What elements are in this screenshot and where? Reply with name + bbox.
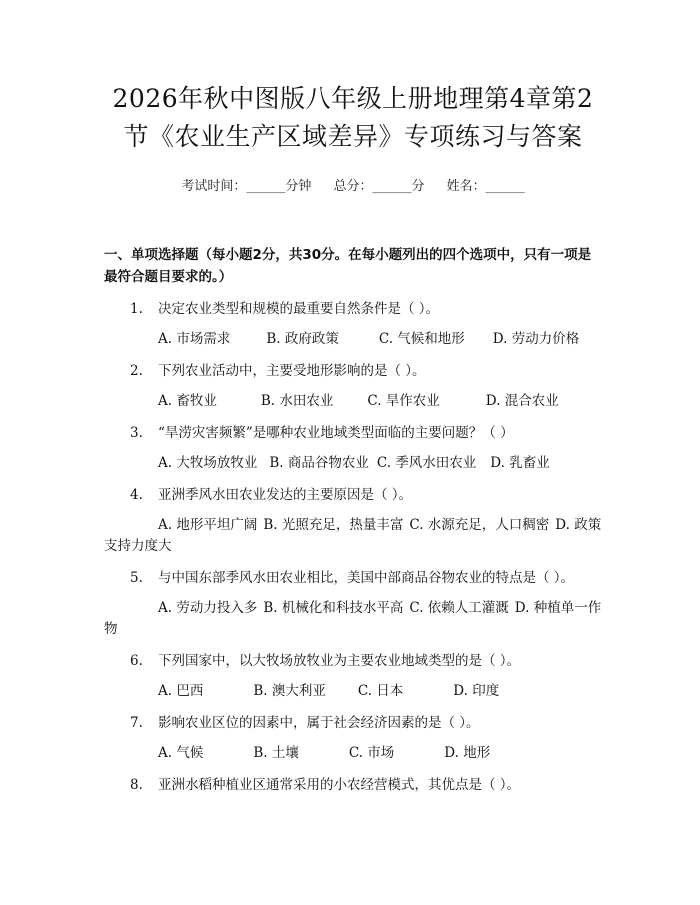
option-a: A. 地形平坦广阔 <box>158 517 258 533</box>
exam-score: 总分：______分 <box>333 179 425 194</box>
question-number: 6. <box>130 653 143 669</box>
exam-meta <box>104 178 602 196</box>
option-d: D. 劳动力价格 <box>492 331 580 347</box>
option-b: B. 政府政策 <box>266 331 339 347</box>
option-d: D. 种植单一作物 <box>104 600 602 637</box>
question <box>104 713 602 764</box>
option-b: B. 光照充足，热量丰富 <box>263 517 404 533</box>
question-options <box>104 598 602 640</box>
section-heading: 一、单项选择题（每小题2分，共30分。在每小题列出的四个选项中，只有一项是最符合题目要求的。） <box>104 247 592 285</box>
question-number: 3. <box>130 425 143 441</box>
option-b: B. 澳大利亚 <box>253 683 326 699</box>
question <box>104 485 602 557</box>
option-d: D. 乳畜业 <box>490 455 550 471</box>
question-options <box>104 515 602 557</box>
question <box>104 568 602 640</box>
question-stem: “旱涝灾害频繁”是哪种农业地域类型面临的主要问题？（ ） <box>158 425 514 441</box>
question-number: 8. <box>130 777 143 793</box>
option-a: A. 气候 <box>158 745 204 761</box>
question-options <box>104 681 602 702</box>
option-d: D. 混合农业 <box>485 393 559 409</box>
question-stem: 下列农业活动中，主要受地形影响的是（ ）。 <box>158 363 426 379</box>
question <box>104 775 602 795</box>
question-number: 7. <box>130 715 143 731</box>
option-b: B. 水田农业 <box>260 393 334 409</box>
question-options <box>104 391 602 412</box>
question-number: 4. <box>130 487 143 503</box>
question-stem: 影响农业区位的因素中，属于社会经济因素的是（ ）。 <box>158 715 480 731</box>
option-c: C. 气候和地形 <box>378 331 465 347</box>
option-d: D. 地形 <box>444 745 491 761</box>
option-d: D. 印度 <box>453 683 500 699</box>
option-c: C. 依赖人工灌溉 <box>409 600 509 616</box>
exam-name: 姓名：______ <box>446 179 525 194</box>
option-d: D. 政策支持力度大 <box>104 517 602 554</box>
option-a: A. 市场需求 <box>158 331 231 347</box>
option-a: A. 畜牧业 <box>158 393 217 409</box>
question-options <box>104 453 602 474</box>
question-stem: 与中国东部季风水田农业相比，美国中部商品谷物农业的特点是（ ）。 <box>158 570 575 586</box>
question <box>104 361 602 412</box>
option-b: B. 土壤 <box>253 745 299 761</box>
question-number: 1. <box>130 301 143 317</box>
question-stem: 决定农业类型和规模的最重要自然条件是（ ）。 <box>158 301 440 317</box>
document-title <box>104 0 602 156</box>
question-options <box>104 743 602 764</box>
option-b: B. 商品谷物农业 <box>269 455 369 471</box>
exam-time: 考试时间：______分钟 <box>181 179 312 194</box>
question-stem: 亚洲季风水田农业发达的主要原因是（ ）。 <box>158 487 413 503</box>
option-c: C. 市场 <box>348 745 395 761</box>
option-c: C. 季风水田农业 <box>376 455 477 471</box>
question-stem: 下列国家中，以大牧场放牧业为主要农业地域类型的是（ ）。 <box>158 653 521 669</box>
question <box>104 299 602 350</box>
option-c: C. 日本 <box>357 683 404 699</box>
option-c: C. 旱作农业 <box>367 393 440 409</box>
question <box>104 423 602 474</box>
question-number: 2. <box>130 363 143 379</box>
option-c: C. 水源充足，人口稠密 <box>409 517 550 533</box>
question <box>104 651 602 702</box>
title-line-2: 节《农业生产区域差异》专项练习与答案 <box>123 122 583 151</box>
option-a: A. 巴西 <box>158 683 204 699</box>
title-line-1: 2026年秋中图版八年级上册地理第4章第2 <box>112 84 594 113</box>
question-stem: 亚洲水稻种植业区通常采用的小农经营模式，其优点是（ ）。 <box>158 777 521 793</box>
question-number: 5. <box>130 570 143 586</box>
question-options <box>104 329 602 350</box>
option-a: A. 大牧场放牧业 <box>158 455 258 471</box>
option-b: B. 机械化和科技水平高 <box>263 600 404 616</box>
option-a: A. 劳动力投入多 <box>158 600 258 616</box>
